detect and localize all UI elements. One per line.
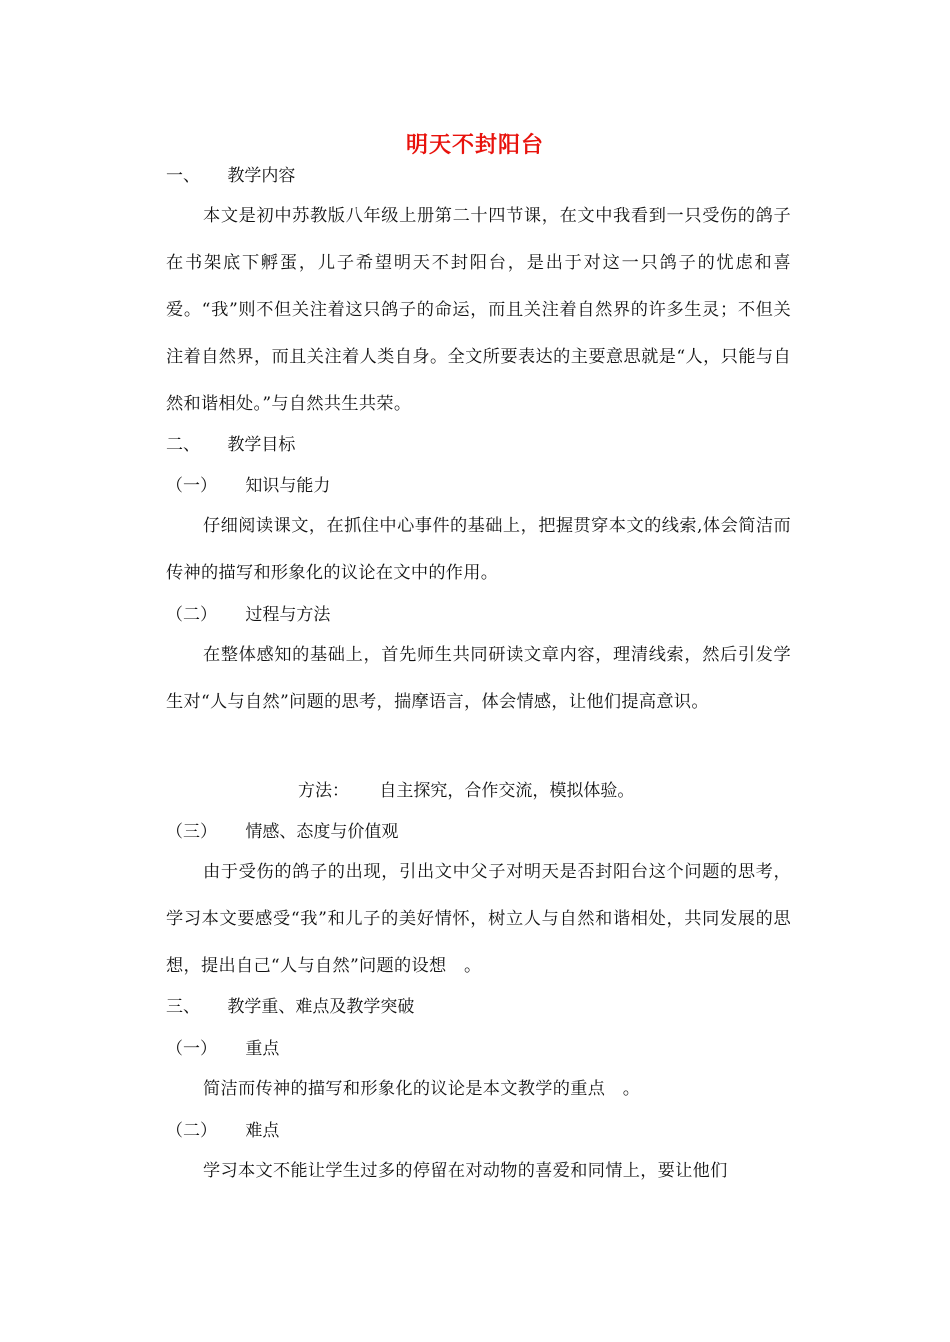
method-line: [298, 779, 634, 803]
teaching-content-paragraph: 本文是初中苏教版八年级上册第二十四节课，在文中我看到一只受伤的鸽子在书架底下孵蛋，儿子希望明天不封阳台，是出于对这一只鸽子的忧虑和喜爱。“我”则不但关注着这只鸽子的命运，而且关注着自然界的许多生灵；不但关注着自然界，而且关注着人类自身。全文所要表达的主要意思就是“人，只能与自然和谐相处。”与自然共生共荣。: [166, 206, 791, 414]
difficult-point-paragraph: 学习本文不能让学生过多的停留在对动物的喜爱和同情上，要让他们: [203, 1161, 728, 1181]
section-heading-text: 教学重、难点及教学突破: [227, 997, 415, 1017]
subheading-number: （三）: [166, 822, 217, 842]
document-title: 明天不封阳台: [405, 133, 544, 158]
subheading-process-method: [166, 603, 796, 627]
method-label: 方法：: [298, 781, 349, 801]
knowledge-ability-paragraph: 仔细阅读课文，在抓住中心事件的基础上，把握贯穿本文的线索,体会简洁而传神的描写和形象化的议论在文中的作用。: [166, 516, 791, 583]
section-heading-text: 教学目标: [227, 435, 296, 455]
subheading-number: （一）: [166, 1039, 217, 1059]
process-method-paragraph: 在整体感知的基础上，首先师生共同研读文章内容，理清线索，然后引发学生对“人与自然”问题的思考，揣摩语言，体会情感，让他们提高意识。: [166, 645, 791, 712]
subheading-emotion-values: [166, 820, 796, 844]
section-heading-key-difficult-points: [166, 995, 796, 1019]
subheading-number: （一）: [166, 476, 217, 496]
method-text: 自主探究，合作交流，模拟体验。: [379, 781, 635, 801]
subheading-text: 重点: [245, 1039, 280, 1059]
section-number: 一、: [166, 166, 200, 186]
subheading-knowledge-ability: [166, 474, 796, 498]
subheading-text: 过程与方法: [245, 605, 331, 625]
subheading-key-point: [166, 1037, 796, 1061]
subheading-difficult-point: [166, 1119, 796, 1143]
key-point-paragraph: 简洁而传神的描写和形象化的议论是本文教学的重点 。: [203, 1079, 641, 1099]
section-number: 三、: [166, 997, 200, 1017]
section-heading-teaching-goals: [166, 433, 796, 457]
subheading-number: （二）: [166, 605, 217, 625]
subheading-number: （二）: [166, 1121, 217, 1141]
subheading-text: 知识与能力: [245, 476, 331, 496]
section-heading-text: 教学内容: [227, 166, 296, 186]
subheading-text: 难点: [245, 1121, 280, 1141]
subheading-text: 情感、态度与价值观: [245, 822, 399, 842]
section-heading-teaching-content: [166, 164, 796, 188]
section-number: 二、: [166, 435, 200, 455]
emotion-values-paragraph: 由于受伤的鸽子的出现，引出文中父子对明天是否封阳台这个问题的思考，学习本文要感受“我”和儿子的美好情怀，树立人与自然和谐相处，共同发展的思想，提出自己“人与自然”问题的设想 。: [166, 862, 791, 976]
